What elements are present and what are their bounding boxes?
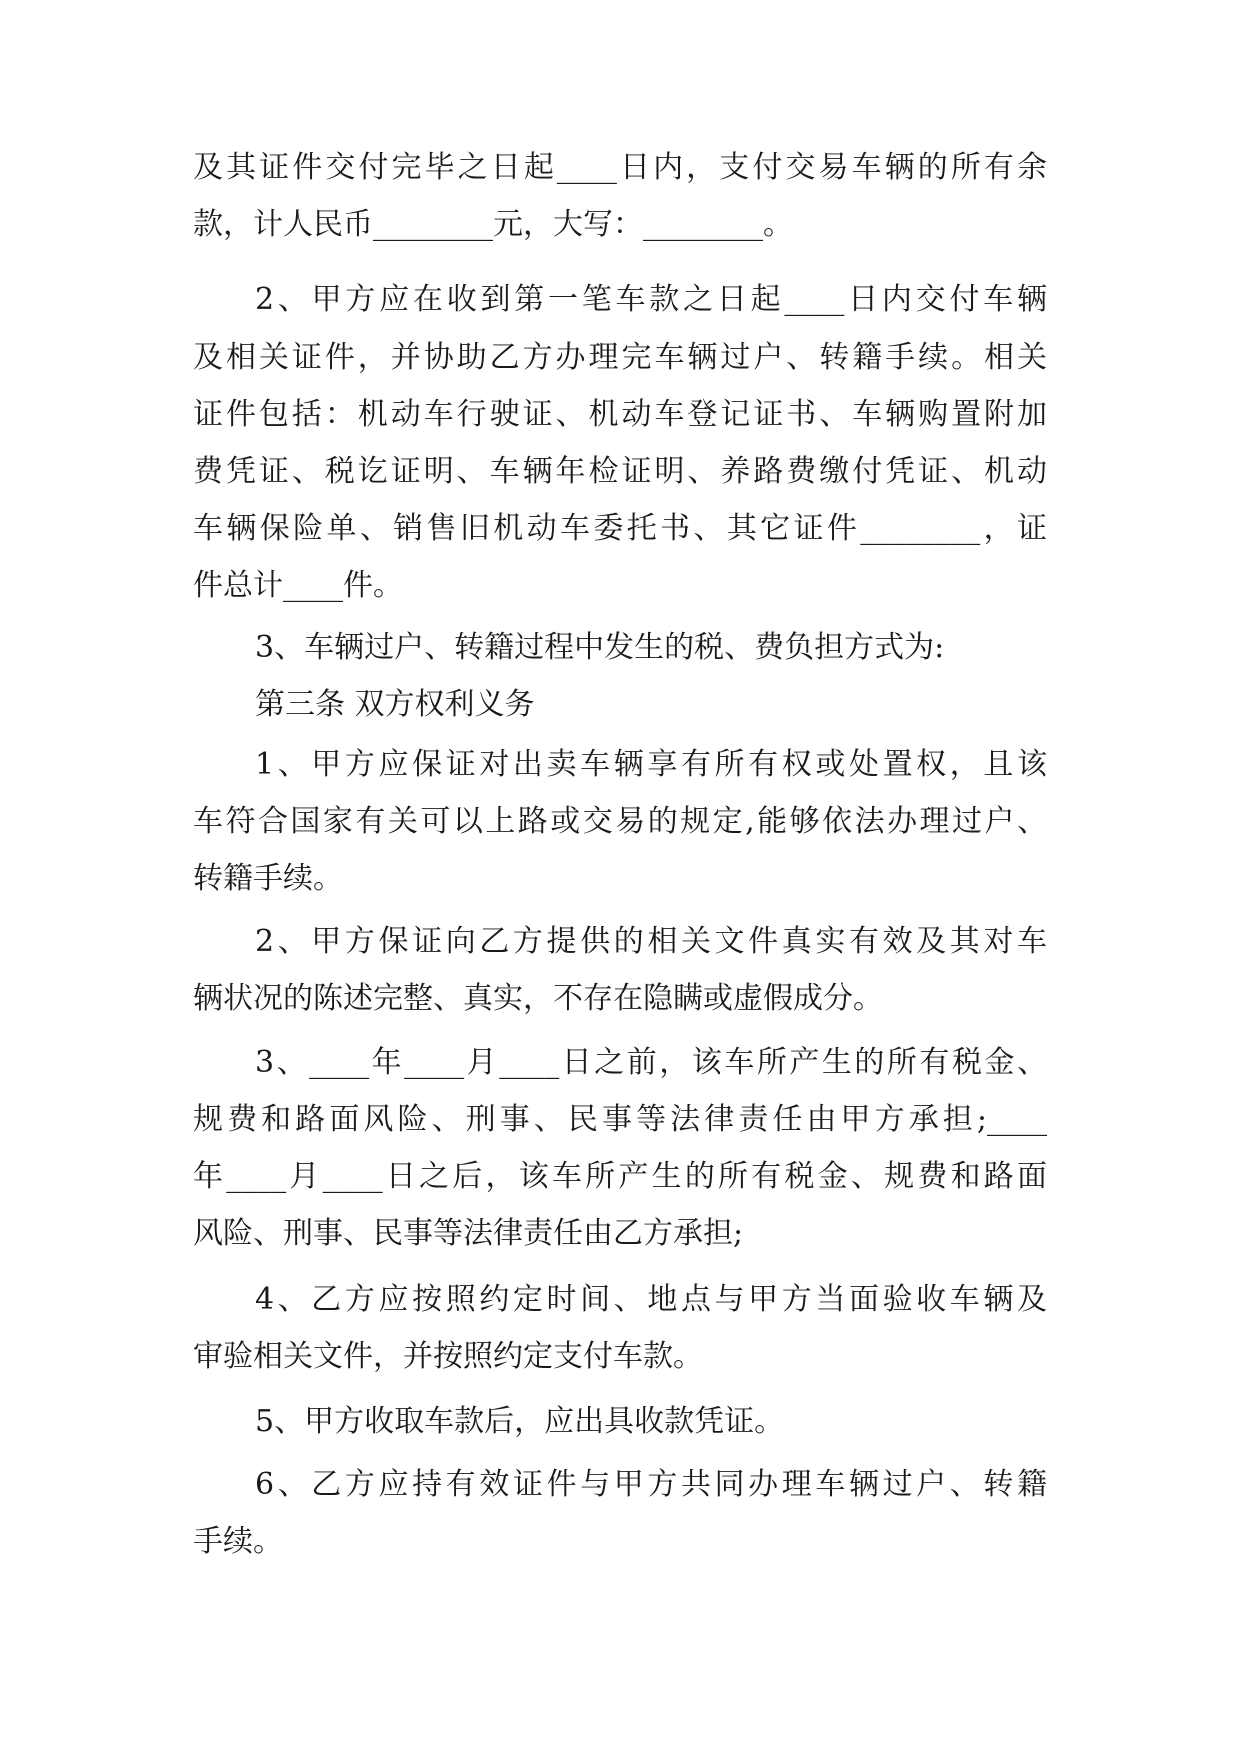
clause-5-line: 5、甲方收取车款后，应出具收款凭证。: [255, 1404, 785, 1439]
text-line: 及相关证件，并协助乙方办理完车辆过户、转籍手续。相关: [193, 340, 1047, 375]
text-line: 款，计人民币________元，大写：________。: [193, 207, 793, 242]
text-line: 手续。: [193, 1524, 283, 1559]
clause-2-first-line: 2、甲方保证向乙方提供的相关文件真实有效及其对车: [255, 924, 1047, 959]
clause-3-first-line: 3、____年____月____日之前，该车所产生的所有税金、: [255, 1045, 1047, 1080]
text-line: 及其证件交付完毕之日起____日内，支付交易车辆的所有余: [193, 150, 1047, 185]
clause-4-first-line: 4、乙方应按照约定时间、地点与甲方当面验收车辆及: [255, 1282, 1047, 1317]
text-line: 审验相关文件，并按照约定支付车款。: [193, 1339, 703, 1374]
clause-6-first-line: 6、乙方应持有效证件与甲方共同办理车辆过户、转籍: [255, 1467, 1047, 1502]
text-line: 风险、刑事、民事等法律责任由乙方承担;: [193, 1216, 744, 1251]
text-line: 证件包括：机动车行驶证、机动车登记证书、车辆购置附加: [193, 397, 1047, 432]
section-heading: 第三条 双方权利义务: [255, 687, 535, 722]
text-line: 转籍手续。: [193, 861, 343, 896]
text-line: 费凭证、税讫证明、车辆年检证明、养路费缴付凭证、机动: [193, 454, 1047, 489]
text-line: 规费和路面风险、刑事、民事等法律责任由甲方承担;____: [193, 1102, 1047, 1137]
clause-1-first-line: 1、甲方应保证对出卖车辆享有所有权或处置权，且该: [255, 747, 1047, 782]
text-line: 车辆保险单、销售旧机动车委托书、其它证件________，证: [193, 511, 1047, 546]
text-line: 辆状况的陈述完整、真实，不存在隐瞒或虚假成分。: [193, 981, 883, 1016]
text-line: 年____月____日之后，该车所产生的所有税金、规费和路面: [193, 1159, 1047, 1194]
text-line: 车符合国家有关可以上路或交易的规定,能够依法办理过户、: [193, 804, 1047, 839]
text-line: 件总计____件。: [193, 568, 403, 603]
paragraph-2-first-line: 2、甲方应在收到第一笔车款之日起____日内交付车辆: [255, 282, 1047, 317]
paragraph-3-line: 3、车辆过户、转籍过程中发生的税、费负担方式为:: [255, 630, 945, 665]
